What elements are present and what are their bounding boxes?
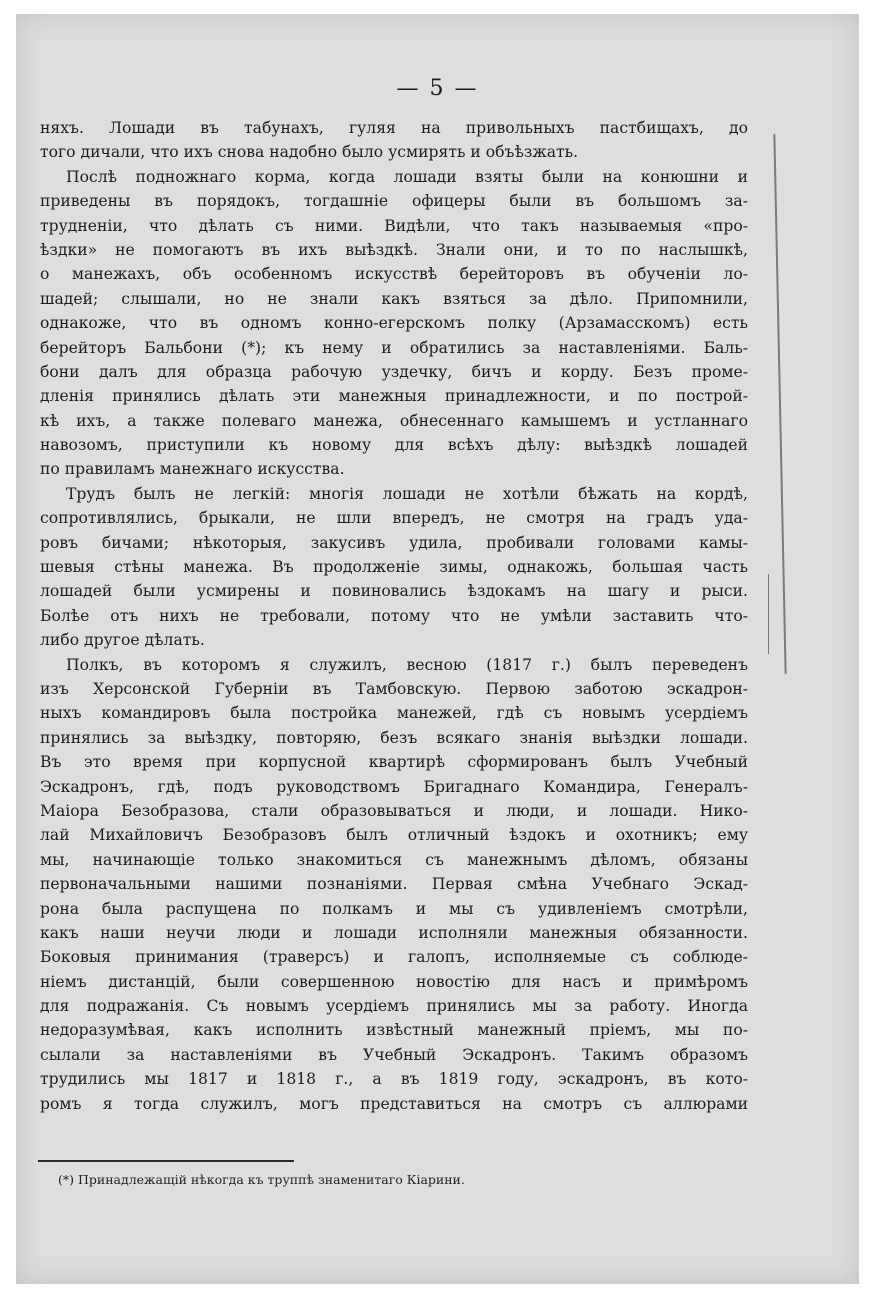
text-line: ѣздки» не помогаютъ въ ихъ выѣздкѣ. Знали они, и то по наслышкѣ,	[40, 240, 748, 259]
text-line: принялись за выѣздку, повторяю, безъ всякаго знанія выѣздки лошади.	[40, 728, 748, 747]
text-line: навозомъ, приступили къ новому для всѣхъ дѣлу: выѣздкѣ лошадей	[40, 436, 748, 455]
text-line: няхъ. Лошади въ табунахъ, гуляя на привольныхъ пастбищахъ, до	[40, 119, 748, 137]
body-text	[40, 116, 748, 1116]
text-line: о манежахъ, объ особенномъ искусствѣ берейторовъ въ обученіи ло-	[40, 265, 748, 284]
text-line: ромъ я тогда служилъ, могъ представиться на смотръ съ аллюрами	[40, 1094, 748, 1113]
text-line: по правиламъ манежнаго искусства.	[40, 460, 345, 479]
text-line: лай Михайловичъ Безобразовъ былъ отличный ѣздокъ и охотникъ; ему	[40, 826, 748, 845]
text-line: Въ это время при корпусной квартирѣ сформированъ былъ Учебный	[40, 753, 748, 772]
text-line: Боковыя принимания (траверсъ) и галопъ, исполняемые съ соблюде-	[40, 948, 748, 967]
text-line: приведены въ порядокъ, тогдашніе офицеры были въ большомъ за-	[40, 192, 748, 211]
text-line: либо другое дѣлать.	[40, 631, 205, 650]
text-line: Эскадронъ, гдѣ, подъ руководствомъ Бригаднаго Командира, Генералъ-	[40, 777, 748, 796]
text-line: Болѣе отъ нихъ не требовали, потому что не умѣли заставить что-	[40, 606, 748, 625]
margin-pencil-mark	[768, 574, 769, 654]
text-line: бони далъ для образца рабочую уздечку, бичъ и корду. Безъ проме-	[40, 362, 748, 381]
text-line: Трудъ былъ не легкій: многія лошади не хотѣли бѣжать на кордѣ,	[66, 484, 748, 503]
page-number: — 5 —	[396, 76, 479, 101]
text-line: ровъ бичами; нѣкоторыя, закусивъ удила, пробивали головами камы-	[40, 533, 748, 552]
text-line: Послѣ подножнаго корма, когда лошади взяты были на конюшни и	[66, 167, 748, 186]
text-line: берейторъ Бальбони (*); къ нему и обратились за наставленіями. Баль-	[40, 338, 748, 357]
text-line: для подражанія. Съ новымъ усердіемъ принялись мы за работу. Иногда	[40, 997, 748, 1016]
footnote-rule	[38, 1160, 294, 1162]
text-line: трудненіи, что дѣлать съ ними. Видѣли, что такъ называемыя «про-	[40, 216, 748, 235]
text-line: недоразумѣвая, какъ исполнить извѣстный манежный пріемъ, мы по-	[40, 1021, 748, 1040]
text-line: ныхъ командировъ была постройка манежей, гдѣ съ новымъ усердіемъ	[40, 704, 748, 723]
text-line: первоначальными нашими познаніями. Первая смѣна Учебнаго Эскад-	[40, 875, 748, 894]
text-line: дленія принялись дѣлать эти манежныя принадлежности, и по построй-	[40, 387, 748, 406]
text-line: рона была распущена по полкамъ и мы съ удивленіемъ смотрѣли,	[40, 899, 748, 918]
text-line: шадей; слышали, но не знали какъ взяться за дѣло. Припомнили,	[40, 289, 748, 308]
text-line: ніемъ дистанцій, были совершенною новостію для насъ и примѣромъ	[40, 972, 748, 991]
text-line: Полкъ, въ которомъ я служилъ, весною (1817 г.) былъ переведенъ	[66, 655, 748, 674]
text-line: изъ Херсонской Губерніи въ Тамбовскую. Первою заботою эскадрон-	[40, 679, 748, 698]
text-line: сылали за наставленіями въ Учебный Эскадронъ. Такимъ образомъ	[40, 1045, 748, 1064]
text-line: лошадей были усмирены и повиновались ѣздокамъ на шагу и рыси.	[40, 582, 748, 601]
text-line: шевыя стѣны манежа. Въ продолженіе зимы, однакожь, большая часть	[40, 558, 748, 577]
text-line: Маіора Безобразова, стали образовываться и люди, и лошади. Нико-	[40, 801, 748, 820]
text-line: сопротивлялись, брыкали, не шли впередъ, не смотря на градъ уда-	[40, 509, 748, 528]
text-line: кѣ ихъ, а также полеваго манежа, обнесеннаго камышемъ и устланнаго	[40, 411, 748, 430]
text-line: трудились мы 1817 и 1818 г., а въ 1819 году, эскадронъ, въ кото-	[40, 1070, 748, 1089]
book-page	[16, 14, 859, 1284]
margin-pencil-line	[773, 134, 786, 674]
text-line: какъ наши неучи люди и лошади исполняли манежныя обязанности.	[40, 923, 748, 942]
text-line: того дичали, что ихъ снова надобно было усмирять и объѣзжать.	[40, 143, 579, 162]
text-line: мы, начинающіе только знакомиться съ манежнымъ дѣломъ, обязаны	[40, 850, 748, 869]
footnote: (*) Принадлежащій нѣкогда къ труппѣ знаменитаго Кіарини.	[58, 1172, 465, 1187]
text-line: однакоже, что въ одномъ конно-егерскомъ полку (Арзамасскомъ) есть	[40, 314, 748, 333]
